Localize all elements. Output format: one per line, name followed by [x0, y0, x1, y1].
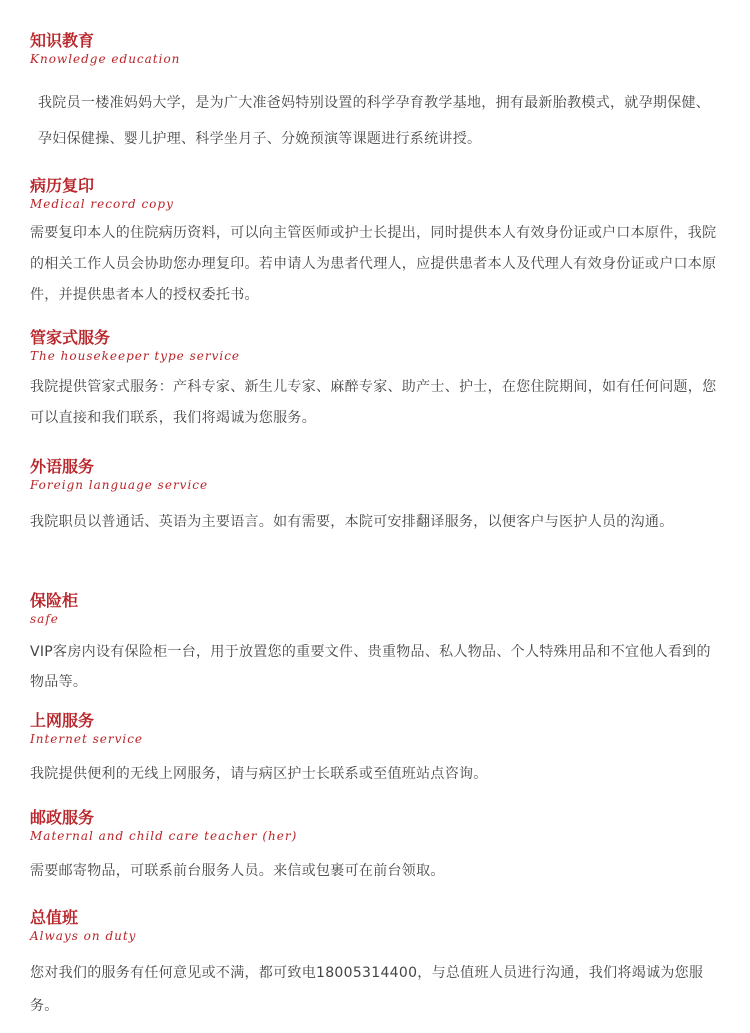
section-foreign-language-service: [30, 457, 720, 539]
section-subtitle: Knowledge education: [30, 52, 181, 66]
section-always-on-duty: [30, 908, 720, 1023]
section-body: 需要邮寄物品，可联系前台服务人员。来信或包裹可在前台领取。: [30, 863, 445, 879]
section-postal-service: [30, 808, 720, 886]
section-subtitle: Internet service: [30, 732, 144, 746]
section-subtitle: Maternal and child care teacher (her): [30, 829, 298, 843]
section-title: 外语服务: [30, 457, 95, 476]
section-title: 上网服务: [30, 711, 95, 730]
section-title: 知识教育: [30, 31, 95, 50]
section-title: 管家式服务: [30, 328, 111, 347]
section-body: 我院职员以普通话、英语为主要语言。如有需要，本院可安排翻译服务，以便客户与医护人员的沟通。: [30, 514, 674, 530]
section-body: VIP客房内设有保险柜一台，用于放置您的重要文件、贵重物品、私人物品、个人特殊用品和不宜他人看到的物品等。: [30, 644, 711, 690]
section-housekeeper-service: [30, 328, 720, 434]
section-body: 需要复印本人的住院病历资料，可以向主管医师或护士长提出，同时提供本人有效身份证或户口本原件，我院的相关工作人员会协助您办理复印。若申请人为患者代理人，应提供患者本人及代理人有效身份证或户口本原件，并提供患者本人的授权委托书。: [30, 225, 717, 303]
section-title: 保险柜: [30, 591, 79, 610]
section-subtitle: Foreign language service: [30, 478, 209, 492]
section-body: 我院提供管家式服务：产科专家、新生儿专家、麻醉专家、助产士、护士，在您住院期间，如有任何问题，您可以直接和我们联系，我们将竭诚为您服务。: [30, 379, 717, 426]
section-title: 病历复印: [30, 176, 95, 195]
section-subtitle: Always on duty: [30, 929, 137, 943]
section-subtitle: Medical record copy: [30, 197, 174, 211]
section-body: 我院提供便利的无线上网服务，请与病区护士长联系或至值班站点咨询。: [30, 766, 488, 782]
section-internet-service: [30, 711, 720, 789]
section-title: 总值班: [30, 908, 79, 927]
section-body: 我院员一楼准妈妈大学，是为广大准爸妈特别设置的科学孕育教学基地，拥有最新胎教模式，就孕期保健、孕妇保健操、婴儿护理、科学坐月子、分娩预演等课题进行系统讲授。: [38, 95, 711, 147]
section-safe: [30, 591, 720, 697]
section-subtitle: The housekeeper type service: [30, 349, 241, 363]
section-knowledge-education: [30, 31, 720, 157]
section-subtitle: safe: [30, 612, 59, 626]
section-body: 您对我们的服务有任何意见或不满，都可致电18005314400，与总值班人员进行沟通，我们将竭诚为您服务。: [30, 965, 704, 1014]
section-title: 邮政服务: [30, 808, 95, 827]
section-medical-record-copy: [30, 176, 720, 311]
